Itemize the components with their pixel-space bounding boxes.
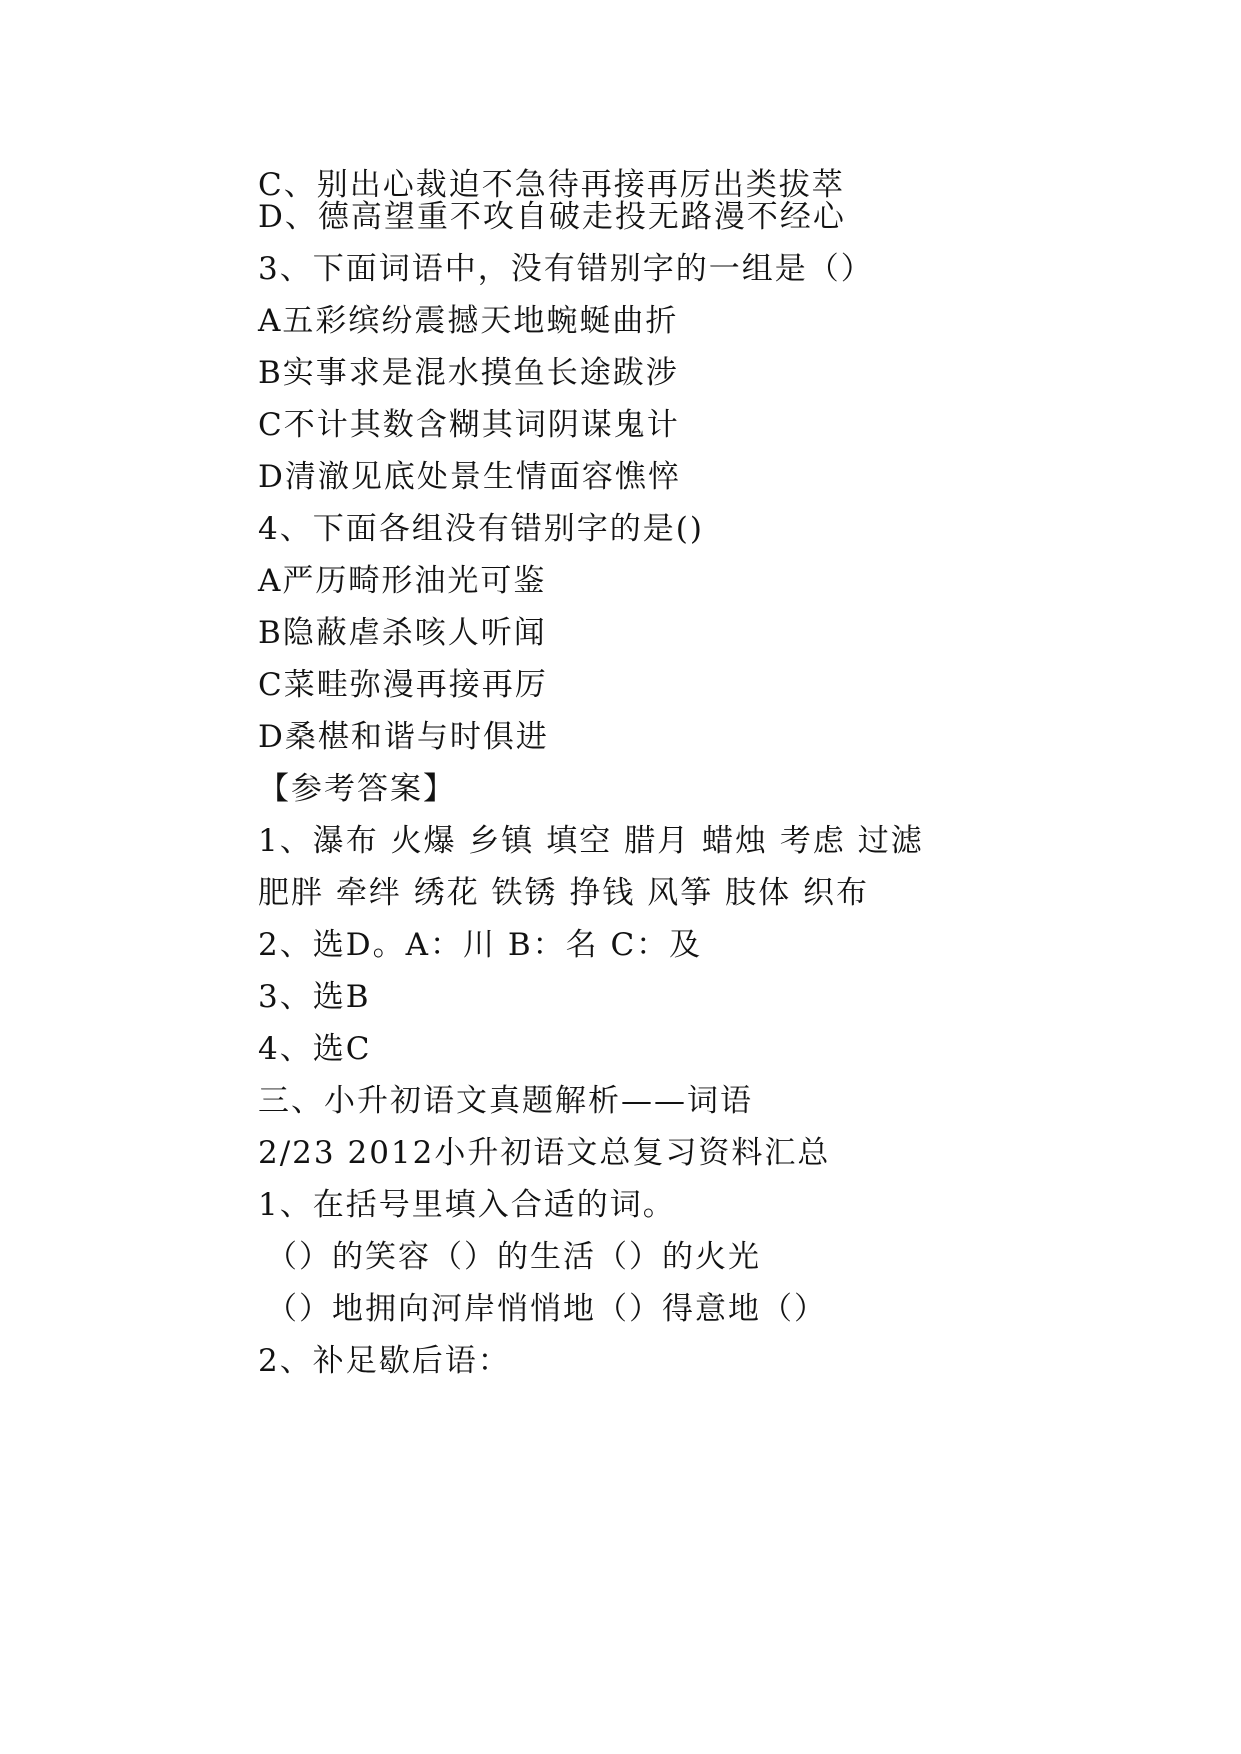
answer-1-line-2: 肥胖 牵绊 绣花 铁锈 挣钱 风筝 肢体 织布 — [258, 875, 869, 911]
question-4-option-d: D桑椹和谐与时俱进 — [258, 719, 549, 755]
answer-4: 4、选C — [258, 1031, 372, 1067]
text-line-option-d: D、德高望重不攻自破走投无路漫不经心 — [258, 199, 846, 235]
answer-heading: 【参考答案】 — [258, 771, 456, 807]
section-heading: 三、小升初语文真题解析——词语 — [258, 1083, 753, 1119]
question-3-option-b: B实事求是混水摸鱼长途跋涉 — [258, 355, 679, 391]
fill-in-line-2: （）地拥向河岸悄悄地（）得意地（） — [266, 1291, 827, 1327]
text-line-option-c: C、别出心裁迫不急待再接再厉出类拔萃 — [258, 167, 845, 203]
answer-1-line-1: 1、瀑布 火爆 乡镇 填空 腊月 蜡烛 考虑 过滤 — [258, 823, 924, 859]
answer-2: 2、选D。A：川 B：名 C：及 — [258, 927, 703, 963]
fill-in-question: 1、在括号里填入合适的词。 — [258, 1187, 676, 1223]
question-3-option-c: C不计其数含糊其词阴谋鬼计 — [258, 407, 680, 443]
fill-in-line-1: （）的笑容（）的生活（）的火光 — [266, 1239, 761, 1275]
question-3-option-a: A五彩缤纷震撼天地蜿蜒曲折 — [258, 303, 679, 339]
question-3-option-d: D清澈见底处景生情面容憔悴 — [258, 459, 681, 495]
page-marker: 2/23 2012小升初语文总复习资料汇总 — [258, 1135, 831, 1171]
question-4-option-a: A严历畸形油光可鉴 — [258, 563, 547, 599]
question-4-option-c: C菜畦弥漫再接再厉 — [258, 667, 548, 703]
question-3-heading: 3、下面词语中，没有错别字的一组是（） — [258, 251, 874, 287]
answer-3: 3、选B — [258, 979, 371, 1015]
question-4-option-b: B隐蔽虐杀咳人听闻 — [258, 615, 547, 651]
question-4-heading: 4、下面各组没有错别字的是() — [258, 511, 704, 547]
xiehouyu-question: 2、补足歇后语： — [258, 1343, 511, 1379]
